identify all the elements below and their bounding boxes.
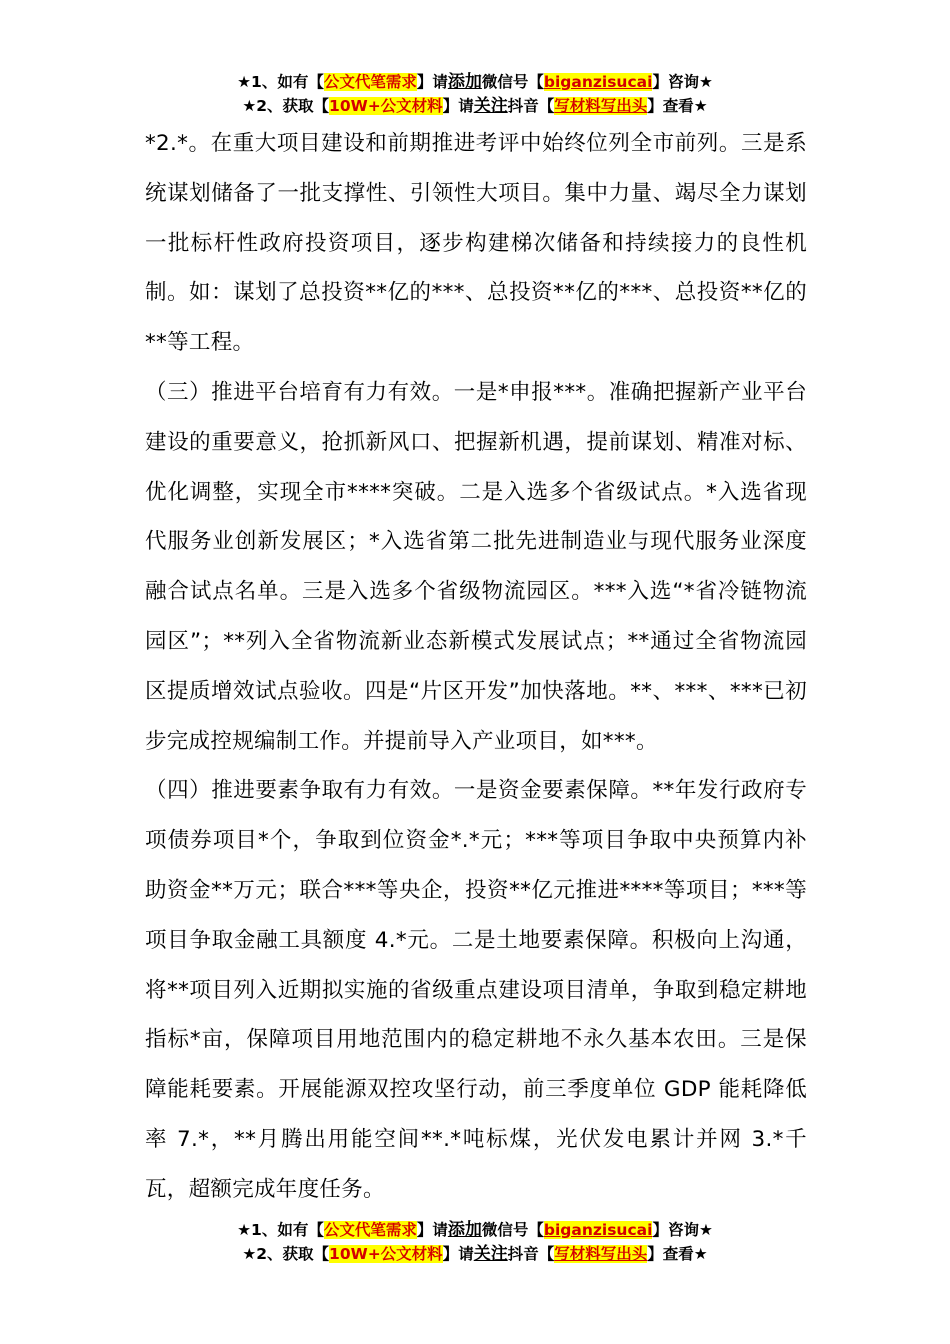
banner-line-2 [0,94,950,118]
banner-text: ★2、获取【 [242,97,330,115]
underlined-word: 关注 [473,1244,508,1264]
highlight-materials: 10W+公文材料 [329,97,443,115]
highlight-wechat-id: biganzisucai [543,1221,653,1239]
banner-text: ★2、获取【 [242,1245,330,1263]
banner-line-1 [0,70,950,94]
banner-text: 微信号【 [481,73,544,91]
banner-text: 抖音【 [507,97,555,115]
paragraph: *2.*。在重大项目建设和前期推进考评中始终位列全市前列。三是系统谋划储备了一批支撑性、引领性大项目。集中力量、竭尽全力谋划一批标杆性政府投资项目，逐步构建梯次储备和持续接力的良性机制。如：谋划了总投资**亿的***、总投资**亿的***、总投资**亿的**等工程。 [145,131,807,356]
banner-text: 】咨询★ [652,73,713,91]
underlined-word: 添加 [447,1220,482,1240]
highlight-wechat-id: biganzisucai [543,73,653,91]
footer-banner [0,1218,950,1266]
banner-text: 抖音【 [507,1245,555,1263]
banner-line-2 [0,1242,950,1266]
highlight-douyin-account: 写材料写出头 [554,1245,648,1263]
banner-text: 】查看★ [647,1245,708,1263]
banner-text: 】请 [442,97,474,115]
banner-text: ★1、如有【 [237,1221,324,1239]
underlined-word: 关注 [473,96,508,116]
underlined-word: 添加 [447,72,482,92]
paragraph: （三）推进平台培育有力有效。一是*申报***。准确把握新产业平台建设的重要意义，抢抓新风口、把握新机遇，提前谋划、精准对标、优化调整，实现全市****突破。二是入选多个省级试点。*入选省现代服务业创新发展区；*入选省第二批先进制造业与现代服务业深度融合试点名单。三是入选多个省级物流园区。***入选“*省冷链物流园区”；**列入全省物流新业态新模式发展试点；**通过全省物流园区提质增效试点验收。四是“片区开发”加快落地。**、***、***已初步完成控规编制工作。并提前导入产业项目，如***。 [145,379,807,754]
highlight-douyin-account: 写材料写出头 [554,97,648,115]
banner-text: 】咨询★ [652,1221,713,1239]
header-banner [0,70,950,118]
banner-line-1 [0,1218,950,1242]
highlight-materials: 10W+公文材料 [329,1245,443,1263]
banner-text: 】查看★ [647,97,708,115]
highlight-service: 公文代笔需求 [323,1221,417,1239]
banner-text: ★1、如有【 [237,73,324,91]
banner-text: 】请 [442,1245,474,1263]
banner-text: 】请 [416,1221,448,1239]
banner-text: 】请 [416,73,448,91]
banner-text: 微信号【 [481,1221,544,1239]
document-body [145,119,807,1215]
highlight-service: 公文代笔需求 [323,73,417,91]
paragraph: （四）推进要素争取有力有效。一是资金要素保障。**年发行政府专项债券项目*个，争取到位资金*.*元；***等项目争取中央预算内补助资金**万元；联合***等央企，投资**亿元推进****等项目；***等项目争取金融工具额度 4.*元。二是土地要素保障。积极向上沟通，将**项目列入近期拟实施的省级重点建设项目清单，争取到稳定耕地指标*亩，保障项目用地范围内的稳定耕地不永久基本农田。三是保障能耗要素。开展能源双控攻坚行动，前三季度单位 GDP 能耗降低率 7.*，**月腾出用能空间**.*吨标煤，光伏发电累计并网 3.*千瓦，超额完成年度任务。 [145,778,807,1202]
